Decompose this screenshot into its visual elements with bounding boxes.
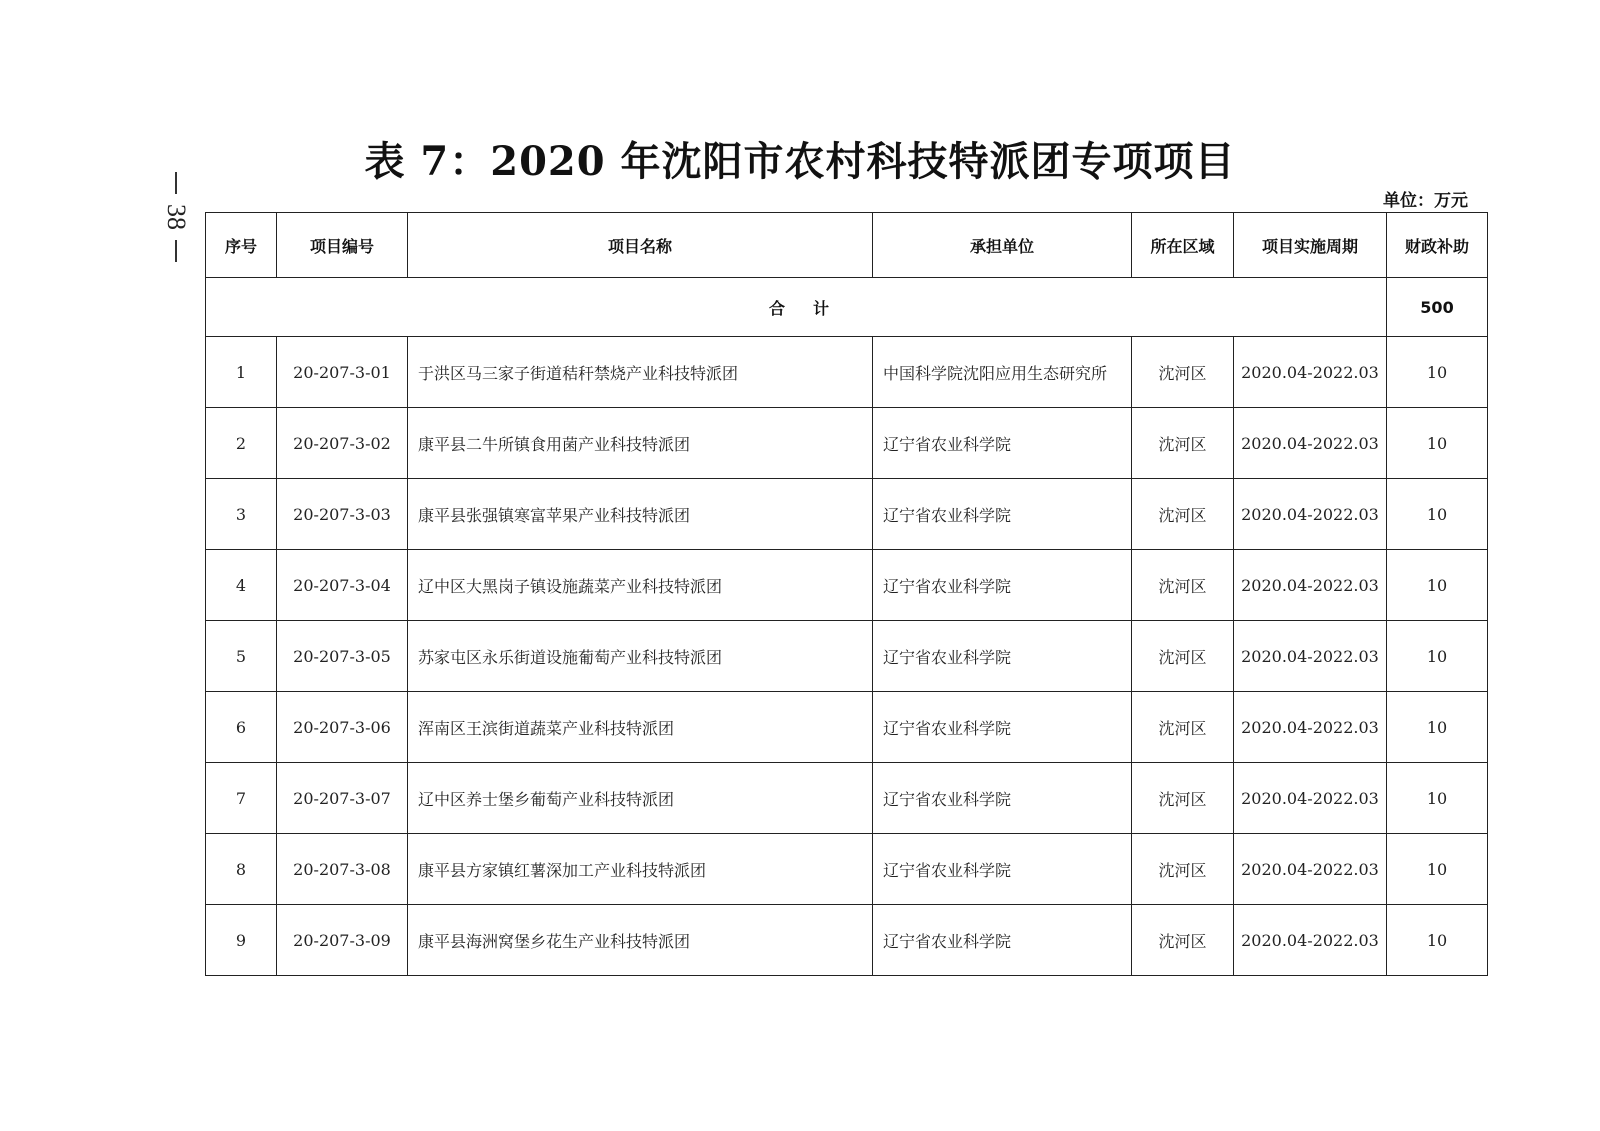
table-header-row bbox=[206, 213, 1488, 278]
cell-period: 2020.04-2022.03 bbox=[1234, 621, 1387, 692]
page-title: 表 7：2020 年沈阳市农村科技特派团专项项目 bbox=[364, 138, 1236, 185]
cell-no: 7 bbox=[206, 763, 277, 834]
cell-project-name: 康平县二牛所镇食用菌产业科技特派团 bbox=[408, 408, 873, 479]
cell-period: 2020.04-2022.03 bbox=[1234, 834, 1387, 905]
cell-project-name: 苏家屯区永乐街道设施葡萄产业科技特派团 bbox=[408, 621, 873, 692]
cell-code: 20-207-3-03 bbox=[277, 479, 408, 550]
total-label: 合计 bbox=[206, 278, 1387, 337]
cell-project-name: 于洪区马三家子街道秸秆禁烧产业科技特派团 bbox=[408, 337, 873, 408]
header-no: 序号 bbox=[206, 213, 277, 278]
cell-area: 沈河区 bbox=[1132, 550, 1234, 621]
unit-label: 单位：万元 bbox=[1383, 191, 1468, 211]
cell-unit: 辽宁省农业科学院 bbox=[873, 479, 1132, 550]
cell-area: 沈河区 bbox=[1132, 763, 1234, 834]
cell-period: 2020.04-2022.03 bbox=[1234, 763, 1387, 834]
header-unit: 承担单位 bbox=[873, 213, 1132, 278]
cell-code: 20-207-3-04 bbox=[277, 550, 408, 621]
header-name: 项目名称 bbox=[408, 213, 873, 278]
cell-project-name: 康平县张强镇寒富苹果产业科技特派团 bbox=[408, 479, 873, 550]
cell-no: 5 bbox=[206, 621, 277, 692]
page-number-dash-bottom bbox=[175, 240, 177, 262]
cell-amount: 10 bbox=[1387, 621, 1488, 692]
cell-unit: 辽宁省农业科学院 bbox=[873, 621, 1132, 692]
header-code: 项目编号 bbox=[277, 213, 408, 278]
cell-code: 20-207-3-05 bbox=[277, 621, 408, 692]
cell-period: 2020.04-2022.03 bbox=[1234, 408, 1387, 479]
cell-project-name: 浑南区王滨街道蔬菜产业科技特派团 bbox=[408, 692, 873, 763]
page-number-value: 38 bbox=[162, 204, 191, 230]
header-period: 项目实施周期 bbox=[1234, 213, 1387, 278]
cell-area: 沈河区 bbox=[1132, 692, 1234, 763]
table-row bbox=[206, 479, 1488, 550]
cell-project-name: 康平县海洲窝堡乡花生产业科技特派团 bbox=[408, 905, 873, 976]
cell-no: 6 bbox=[206, 692, 277, 763]
cell-amount: 10 bbox=[1387, 692, 1488, 763]
header-area: 所在区域 bbox=[1132, 213, 1234, 278]
cell-amount: 10 bbox=[1387, 905, 1488, 976]
cell-project-name: 辽中区养士堡乡葡萄产业科技特派团 bbox=[408, 763, 873, 834]
cell-area: 沈河区 bbox=[1132, 479, 1234, 550]
cell-area: 沈河区 bbox=[1132, 408, 1234, 479]
cell-no: 9 bbox=[206, 905, 277, 976]
cell-area: 沈河区 bbox=[1132, 834, 1234, 905]
cell-code: 20-207-3-07 bbox=[277, 763, 408, 834]
cell-code: 20-207-3-02 bbox=[277, 408, 408, 479]
cell-project-name: 康平县方家镇红薯深加工产业科技特派团 bbox=[408, 834, 873, 905]
cell-no: 2 bbox=[206, 408, 277, 479]
cell-unit: 辽宁省农业科学院 bbox=[873, 408, 1132, 479]
cell-period: 2020.04-2022.03 bbox=[1234, 692, 1387, 763]
table-row bbox=[206, 621, 1488, 692]
table-row bbox=[206, 550, 1488, 621]
table-row bbox=[206, 408, 1488, 479]
cell-code: 20-207-3-06 bbox=[277, 692, 408, 763]
cell-amount: 10 bbox=[1387, 763, 1488, 834]
table-row bbox=[206, 763, 1488, 834]
cell-area: 沈河区 bbox=[1132, 337, 1234, 408]
cell-unit: 辽宁省农业科学院 bbox=[873, 692, 1132, 763]
cell-code: 20-207-3-09 bbox=[277, 905, 408, 976]
cell-unit: 辽宁省农业科学院 bbox=[873, 550, 1132, 621]
cell-no: 3 bbox=[206, 479, 277, 550]
table-row bbox=[206, 834, 1488, 905]
cell-period: 2020.04-2022.03 bbox=[1234, 337, 1387, 408]
table-row bbox=[206, 905, 1488, 976]
header-amount: 财政补助 bbox=[1387, 213, 1488, 278]
cell-no: 8 bbox=[206, 834, 277, 905]
cell-period: 2020.04-2022.03 bbox=[1234, 550, 1387, 621]
cell-project-name: 辽中区大黑岗子镇设施蔬菜产业科技特派团 bbox=[408, 550, 873, 621]
total-row bbox=[206, 278, 1488, 337]
cell-no: 1 bbox=[206, 337, 277, 408]
table-row bbox=[206, 337, 1488, 408]
cell-no: 4 bbox=[206, 550, 277, 621]
cell-period: 2020.04-2022.03 bbox=[1234, 905, 1387, 976]
cell-unit: 辽宁省农业科学院 bbox=[873, 905, 1132, 976]
cell-code: 20-207-3-08 bbox=[277, 834, 408, 905]
cell-area: 沈河区 bbox=[1132, 905, 1234, 976]
cell-amount: 10 bbox=[1387, 550, 1488, 621]
project-table bbox=[205, 212, 1488, 976]
cell-amount: 10 bbox=[1387, 408, 1488, 479]
cell-amount: 10 bbox=[1387, 479, 1488, 550]
cell-code: 20-207-3-01 bbox=[277, 337, 408, 408]
cell-unit: 中国科学院沈阳应用生态研究所 bbox=[873, 337, 1132, 408]
total-value: 500 bbox=[1387, 278, 1488, 337]
cell-area: 沈河区 bbox=[1132, 621, 1234, 692]
cell-unit: 辽宁省农业科学院 bbox=[873, 834, 1132, 905]
table-row bbox=[206, 692, 1488, 763]
cell-amount: 10 bbox=[1387, 834, 1488, 905]
cell-amount: 10 bbox=[1387, 337, 1488, 408]
cell-period: 2020.04-2022.03 bbox=[1234, 479, 1387, 550]
cell-unit: 辽宁省农业科学院 bbox=[873, 763, 1132, 834]
